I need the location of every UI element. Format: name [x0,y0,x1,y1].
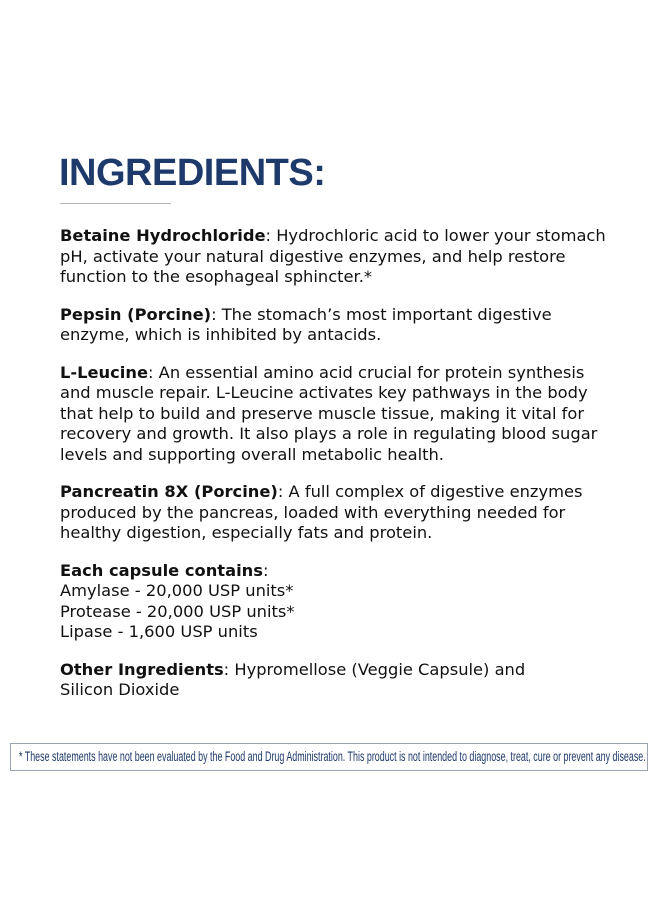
ingredient-description: Lipase - 1,600 USP units [60,622,258,641]
ingredient-item [60,561,620,643]
ingredient-description: Silicon Dioxide [60,680,180,699]
title-divider [60,203,171,204]
ingredient-description: recovery and growth. It also plays a role in regulating blood sugar [60,424,598,443]
ingredient-item [60,305,620,346]
page-title: INGREDIENTS: [59,152,326,194]
fda-disclaimer-box [10,743,648,771]
ingredient-description: : An essential amino acid crucial for protein synthesis [148,362,585,382]
ingredient-item [60,363,620,466]
ingredient-description: healthy digestion, especially fats and protein. [60,523,433,542]
ingredient-name: Other Ingredients [60,659,224,679]
ingredient-description: pH, activate your natural digestive enzymes, and help restore [60,246,566,266]
ingredient-description: function to the esophageal sphincter.* [60,267,373,286]
ingredient-description: Amylase - 20,000 USP units* [60,581,294,600]
fda-disclaimer-text: * These statements have not been evaluated by the Food and Drug Administration. This product is not intended to diagnose, treat, cure or prevent any disease. [19,749,646,764]
ingredient-item [60,660,620,701]
ingredient-item [60,482,620,544]
ingredient-name: Each capsule contains [60,560,263,580]
ingredient-description: : A full complex of digestive enzymes [277,482,583,501]
ingredients-list [60,226,620,718]
ingredient-description: and muscle repair. L-Leucine activates key pathways in the body [60,383,588,402]
ingredient-line [60,226,620,247]
ingredient-line [60,660,620,681]
ingredient-description: levels and supporting overall metabolic health. [60,444,444,464]
ingredient-description: : Hydrochloric acid to lower your stomach [265,226,606,245]
ingredient-line [60,363,620,384]
ingredient-item [60,226,620,288]
ingredient-description: that help to build and preserve muscle tissue, making it vital for [60,403,585,423]
ingredient-line [60,482,620,503]
ingredient-name: Pepsin (Porcine) [60,304,212,324]
ingredient-description: : Hypromellose (Veggie Capsule) and [223,659,526,679]
ingredient-name: L-Leucine [60,362,149,382]
ingredient-description: produced by the pancreas, loaded with everything needed for [60,502,566,522]
ingredient-name: Pancreatin 8X (Porcine) [60,482,278,501]
ingredient-name: Betaine Hydrochloride [60,226,266,245]
ingredient-description: : [262,560,269,580]
ingredient-description: : The stomach’s most important digestive [211,304,552,324]
ingredient-description: Protease - 20,000 USP units* [60,601,295,621]
ingredient-description: enzyme, which is inhibited by antacids. [60,325,382,344]
ingredient-line [60,561,620,582]
ingredient-line [60,305,620,326]
